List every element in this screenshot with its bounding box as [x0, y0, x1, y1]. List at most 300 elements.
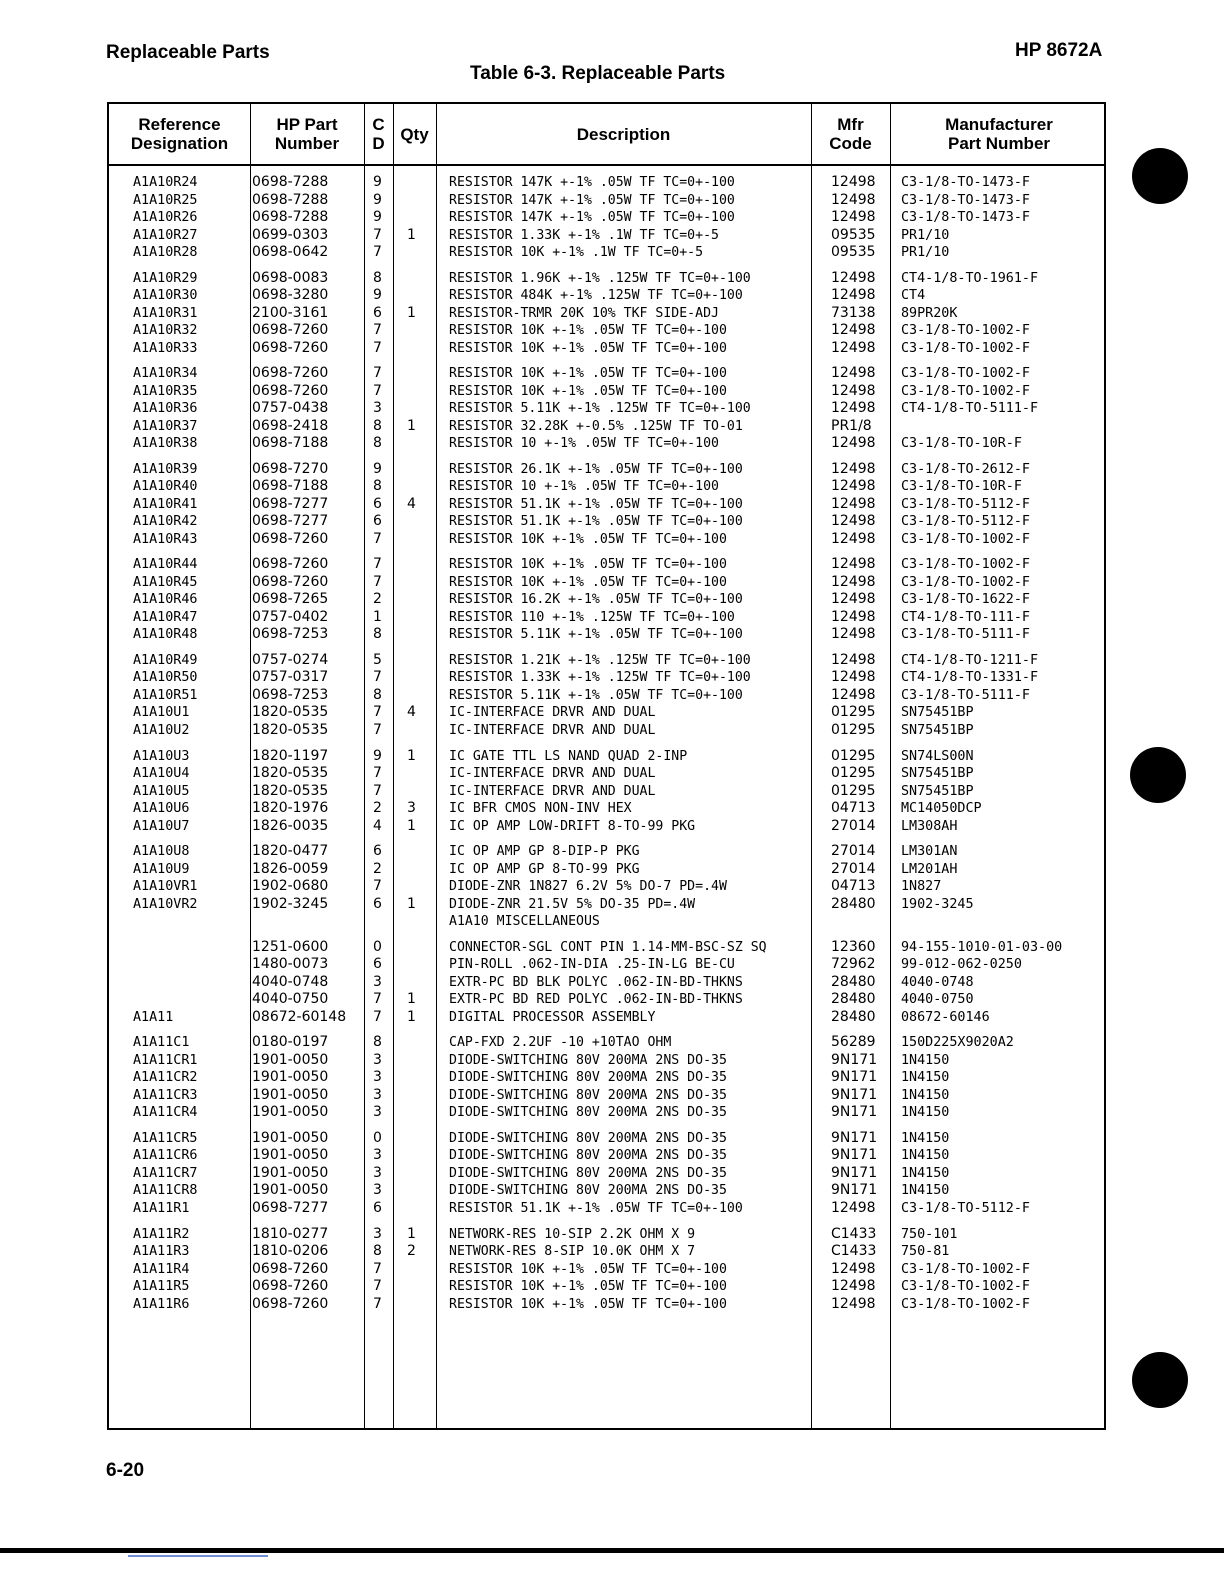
mfr-part-number-cell: 1N4150	[901, 1052, 950, 1068]
reference-designation-cell: A1A10R48	[133, 627, 198, 643]
table-row	[109, 1182, 1108, 1200]
table-row	[109, 652, 1108, 670]
mfr-code-cell: 12498	[831, 573, 876, 590]
description-cell: DIODE-SWITCHING 80V 200MA 2NS DO-35	[449, 1130, 727, 1146]
description-cell: IC-INTERFACE DRVR AND DUAL	[449, 705, 656, 721]
mfr-code-cell: 9N171	[831, 1147, 878, 1164]
hp-part-number-cell: 1820-0477	[252, 843, 329, 860]
table-row	[109, 1165, 1108, 1183]
col-header-qty: Qty	[400, 124, 429, 144]
description-cell: RESISTOR 51.1K +-1% .05W TF TC=0+-100	[449, 496, 743, 512]
table-row	[109, 704, 1108, 722]
reference-designation-cell: A1A10R31	[133, 305, 198, 321]
mfr-part-number-cell: PR1/10	[901, 227, 950, 243]
description-cell: RESISTOR 1.21K +-1% .125W TF TC=0+-100	[449, 652, 751, 668]
table-row	[109, 227, 1108, 245]
hp-part-number-cell: 1820-1197	[252, 747, 329, 764]
table-row	[109, 192, 1108, 210]
mfr-part-number-cell: C3-1/8-TO-5112-F	[901, 1200, 1030, 1216]
col-header-mfr-code: Mfr Code	[829, 115, 872, 153]
qty-cell: 1	[407, 895, 416, 912]
cd-code-cell: 7	[373, 1260, 382, 1277]
description-cell: NETWORK-RES 8-SIP 10.0K OHM X 7	[449, 1244, 696, 1260]
description-cell: RESISTOR 10K +-1% .05W TF TC=0+-100	[449, 1296, 727, 1312]
mfr-part-number-cell: C3-1/8-TO-1002-F	[901, 1296, 1030, 1312]
mfr-part-number-cell: LM301AN	[901, 844, 958, 860]
row-group	[109, 174, 1108, 262]
cd-code-cell: 3	[373, 1069, 382, 1086]
mfr-code-cell: 9N171	[831, 1086, 878, 1103]
mfr-code-cell: 12498	[831, 174, 876, 190]
cd-code-cell: 9	[373, 209, 382, 225]
mfr-part-number-cell: C3-1/8-TO-5112-F	[901, 514, 1030, 530]
table-row	[109, 1278, 1108, 1296]
mfr-part-number-cell: CT4-1/8-TO-1331-F	[901, 670, 1039, 686]
row-group	[109, 1034, 1108, 1122]
mfr-code-cell: 12498	[831, 1278, 876, 1295]
reference-designation-cell: A1A11R1	[133, 1200, 190, 1216]
cd-code-cell: 6	[373, 1199, 382, 1216]
table-title: Table 6-3. Replaceable Parts	[470, 63, 726, 84]
mfr-part-number-cell: SN74LS00N	[901, 748, 974, 764]
reference-designation-cell: A1A10R38	[133, 436, 198, 452]
reference-designation-cell: A1A11R2	[133, 1226, 190, 1242]
hp-part-number-cell: 1901-0050	[252, 1104, 329, 1121]
reference-designation-cell: A1A10U8	[133, 844, 190, 860]
reference-designation-cell: A1A11R3	[133, 1244, 190, 1260]
hp-part-number-cell: 2100-3161	[252, 304, 329, 321]
description-cell: RESISTOR 10K +-1% .05W TF TC=0+-100	[449, 366, 727, 382]
hp-part-number-cell: 1902-3245	[252, 895, 329, 912]
row-group	[109, 270, 1108, 358]
description-cell: RESISTOR 51.1K +-1% .05W TF TC=0+-100	[449, 514, 743, 530]
table-row	[109, 305, 1108, 323]
mfr-code-cell: 12498	[831, 191, 876, 208]
cd-code-cell: 7	[373, 530, 382, 547]
mfr-part-number-cell: C3-1/8-TO-5112-F	[901, 496, 1030, 512]
table-row	[109, 435, 1108, 453]
hp-part-number-cell: 1480-0073	[252, 956, 329, 973]
description-cell: IC BFR CMOS NON-INV HEX	[449, 801, 632, 817]
description-cell: DIODE-SWITCHING 80V 200MA 2NS DO-35	[449, 1148, 727, 1164]
cd-code-cell: 3	[373, 400, 382, 417]
mfr-code-cell: 12498	[831, 460, 876, 477]
table-row	[109, 974, 1108, 992]
mfr-part-number-cell: 1N4150	[901, 1105, 950, 1121]
mfr-part-number-cell: 1N4150	[901, 1070, 950, 1086]
description-cell: EXTR-PC BD BLK POLYC .062-IN-BD-THKNS	[449, 974, 743, 990]
reference-designation-cell: A1A10R35	[133, 383, 198, 399]
hp-part-number-cell: 0698-7188	[252, 478, 329, 495]
mfr-code-cell: 12498	[831, 591, 876, 608]
hp-part-number-cell: 1810-0277	[252, 1225, 329, 1242]
description-cell: RESISTOR 484K +-1% .125W TF TC=0+-100	[449, 288, 743, 304]
reference-designation-cell: A1A11	[133, 1009, 174, 1025]
mfr-code-cell: 28480	[831, 895, 876, 912]
mfr-part-number-cell: 1N4150	[901, 1087, 950, 1103]
mfr-part-number-cell: 1N4150	[901, 1130, 950, 1146]
cd-code-cell: 0	[373, 938, 382, 955]
reference-designation-cell: A1A10R41	[133, 496, 198, 512]
cd-code-cell: 2	[373, 800, 382, 817]
reference-designation-cell: A1A10R42	[133, 514, 198, 530]
page-number: 6-20	[106, 1460, 145, 1481]
mfr-part-number-cell: 750-81	[901, 1244, 950, 1260]
description-cell: DIODE-SWITCHING 80V 200MA 2NS DO-35	[449, 1052, 727, 1068]
col-header-cd: C D	[372, 115, 385, 153]
row-group	[109, 652, 1108, 740]
cd-code-cell: 3	[373, 1182, 382, 1199]
reference-designation-cell: A1A10R36	[133, 401, 198, 417]
row-group	[109, 939, 1108, 1027]
cd-code-cell: 9	[373, 287, 382, 304]
mfr-part-number-cell: C3-1/8-TO-1002-F	[901, 383, 1030, 399]
hp-part-number-cell: 1251-0600	[252, 938, 329, 955]
description-cell: RESISTOR 26.1K +-1% .05W TF TC=0+-100	[449, 461, 743, 477]
cd-code-cell: 7	[373, 1295, 382, 1312]
cd-code-cell: 8	[373, 478, 382, 495]
mfr-code-cell: 9N171	[831, 1129, 878, 1146]
description-cell: DIODE-ZNR 1N827 6.2V 5% DO-7 PD=.4W	[449, 879, 727, 895]
cd-code-cell: 0	[373, 1129, 382, 1146]
hp-part-number-cell: 0698-7260	[252, 365, 329, 382]
reference-designation-cell: A1A10R44	[133, 557, 198, 573]
mfr-code-cell: PR1/8	[831, 417, 872, 434]
mfr-code-cell: 01295	[831, 704, 876, 721]
hp-part-number-cell: 0698-7260	[252, 1295, 329, 1312]
mfr-part-number-cell: LM308AH	[901, 818, 958, 834]
reference-designation-cell: A1A11CR8	[133, 1183, 198, 1199]
hp-part-number-cell: 0699-0303	[252, 226, 329, 243]
qty-cell: 1	[407, 417, 416, 434]
hp-part-number-cell: 1826-0059	[252, 860, 329, 877]
mfr-part-number-cell: CT4-1/8-TO-111-F	[901, 609, 1030, 625]
description-cell: A1A10 MISCELLANEOUS	[449, 914, 600, 930]
mfr-part-number-cell: 1N4150	[901, 1148, 950, 1164]
reference-designation-cell: A1A10VR1	[133, 879, 198, 895]
reference-designation-cell: A1A11C1	[133, 1035, 190, 1051]
description-cell: RESISTOR 51.1K +-1% .05W TF TC=0+-100	[449, 1200, 743, 1216]
mfr-code-cell: 28480	[831, 1008, 876, 1025]
table-row	[109, 1052, 1108, 1070]
cd-code-cell: 6	[373, 304, 382, 321]
hp-part-number-cell: 0698-2418	[252, 417, 329, 434]
table-row	[109, 939, 1108, 957]
qty-cell: 1	[407, 304, 416, 321]
table-row	[109, 765, 1108, 783]
hp-part-number-cell: 1901-0050	[252, 1086, 329, 1103]
hp-part-number-cell: 0698-7253	[252, 686, 329, 703]
cd-code-cell: 3	[373, 1086, 382, 1103]
hp-part-number-cell: 0698-7253	[252, 626, 329, 643]
mfr-part-number-cell: MC14050DCP	[901, 801, 982, 817]
bottom-mark	[128, 1555, 268, 1557]
reference-designation-cell: A1A11CR2	[133, 1070, 198, 1086]
mfr-code-cell: 27014	[831, 843, 876, 860]
table-row	[109, 913, 1108, 931]
description-cell: NETWORK-RES 10-SIP 2.2K OHM X 9	[449, 1226, 696, 1242]
cd-code-cell: 7	[373, 1008, 382, 1025]
description-cell: DIODE-SWITCHING 80V 200MA 2NS DO-35	[449, 1087, 727, 1103]
mfr-part-number-cell: 89PR20K	[901, 305, 958, 321]
description-cell: RESISTOR 10K +-1% .05W TF TC=0+-100	[449, 1261, 727, 1277]
col-header-description: Description	[576, 124, 671, 144]
reference-designation-cell: A1A10R32	[133, 323, 198, 339]
description-cell: EXTR-PC BD RED POLYC .062-IN-BD-THKNS	[449, 992, 743, 1008]
hp-part-number-cell: 0698-7288	[252, 209, 329, 225]
table-row	[109, 800, 1108, 818]
mfr-code-cell: 12498	[831, 478, 876, 495]
mfr-part-number-cell: SN75451BP	[901, 705, 974, 721]
cd-code-cell: 2	[373, 591, 382, 608]
mfr-code-cell: 12498	[831, 400, 876, 417]
cd-code-cell: 3	[373, 1147, 382, 1164]
cd-code-cell: 9	[373, 191, 382, 208]
cd-code-cell: 8	[373, 435, 382, 452]
mfr-code-cell: 12498	[831, 435, 876, 452]
hp-part-number-cell: 0757-0438	[252, 400, 329, 417]
description-cell: RESISTOR 10 +-1% .05W TF TC=0+-100	[449, 436, 719, 452]
hp-part-number-cell: 1901-0050	[252, 1147, 329, 1164]
table-row	[109, 513, 1108, 531]
hp-part-number-cell: 1901-0050	[252, 1182, 329, 1199]
hp-part-number-cell: 0698-7260	[252, 1260, 329, 1277]
hp-part-number-cell: 0698-0642	[252, 244, 329, 260]
reference-designation-cell: A1A10U5	[133, 783, 190, 799]
row-group	[109, 461, 1108, 549]
reference-designation-cell: A1A10R29	[133, 270, 198, 286]
reference-designation-cell: A1A10R50	[133, 670, 198, 686]
table-row	[109, 174, 1108, 192]
qty-cell: 1	[407, 817, 416, 834]
table-body	[109, 174, 1108, 1321]
mfr-part-number-cell: C3-1/8-TO-1002-F	[901, 340, 1030, 356]
qty-cell: 3	[407, 800, 416, 817]
reference-designation-cell: A1A11R6	[133, 1296, 190, 1312]
cd-code-cell: 2	[373, 860, 382, 877]
hp-part-number-cell: 1820-0535	[252, 782, 329, 799]
reference-designation-cell: A1A10R45	[133, 574, 198, 590]
description-cell: IC GATE TTL LS NAND QUAD 2-INP	[449, 748, 688, 764]
hp-part-number-cell: 4040-0748	[252, 973, 329, 990]
hp-part-number-cell: 1902-0680	[252, 878, 329, 895]
reference-designation-cell: A1A10U2	[133, 722, 190, 738]
cd-code-cell: 3	[373, 1051, 382, 1068]
row-group	[109, 1130, 1108, 1218]
cd-code-cell: 7	[373, 704, 382, 721]
table-row	[109, 669, 1108, 687]
table-row	[109, 991, 1108, 1009]
table-row	[109, 1243, 1108, 1261]
mfr-code-cell: 12498	[831, 287, 876, 304]
description-cell: RESISTOR 1.96K +-1% .125W TF TC=0+-100	[449, 270, 751, 286]
cd-code-cell: 3	[373, 1164, 382, 1181]
cd-code-cell: 6	[373, 956, 382, 973]
reference-designation-cell: A1A11CR7	[133, 1165, 198, 1181]
table-row	[109, 244, 1108, 262]
table-row	[109, 783, 1108, 801]
hp-part-number-cell: 0757-0317	[252, 669, 329, 686]
table-row	[109, 383, 1108, 401]
mfr-part-number-cell: C3-1/8-TO-5111-F	[901, 627, 1030, 643]
table-row	[109, 574, 1108, 592]
hp-part-number-cell: 0698-7270	[252, 460, 329, 477]
reference-designation-cell: A1A10R40	[133, 479, 198, 495]
qty-cell: 1	[407, 747, 416, 764]
cd-code-cell: 8	[373, 1034, 382, 1051]
mfr-code-cell: 12498	[831, 513, 876, 530]
reference-designation-cell: A1A10R28	[133, 245, 198, 260]
reference-designation-cell: A1A11CR4	[133, 1105, 198, 1121]
cd-code-cell: 7	[373, 365, 382, 382]
table-row	[109, 531, 1108, 549]
mfr-code-cell: 12498	[831, 382, 876, 399]
description-cell: IC OP AMP GP 8-TO-99 PKG	[449, 861, 640, 877]
table-row	[109, 748, 1108, 766]
cd-code-cell: 3	[373, 1104, 382, 1121]
mfr-part-number-cell: C3-1/8-TO-1473-F	[901, 192, 1030, 208]
mfr-code-cell: 12498	[831, 1199, 876, 1216]
hp-part-number-cell: 0757-0402	[252, 608, 329, 625]
mfr-part-number-cell: SN75451BP	[901, 766, 974, 782]
reference-designation-cell: A1A10R49	[133, 652, 198, 668]
reference-designation-cell: A1A10U7	[133, 818, 190, 834]
mfr-part-number-cell: C3-1/8-TO-5111-F	[901, 687, 1030, 703]
qty-cell: 2	[407, 1243, 416, 1260]
hp-part-number-cell: 0698-7260	[252, 339, 329, 356]
cd-code-cell: 7	[373, 878, 382, 895]
reference-designation-cell: A1A10R46	[133, 592, 198, 608]
hp-part-number-cell: 0698-7260	[252, 382, 329, 399]
mfr-code-cell: 12498	[831, 651, 876, 668]
mfr-part-number-cell: C3-1/8-TO-1473-F	[901, 210, 1030, 225]
mfr-part-number-cell: CT4-1/8-TO-1211-F	[901, 652, 1039, 668]
mfr-code-cell: 12498	[831, 339, 876, 356]
cd-code-cell: 7	[373, 669, 382, 686]
mfr-code-cell: 12498	[831, 495, 876, 512]
description-cell: RESISTOR 10K +-1% .05W TF TC=0+-100	[449, 340, 727, 356]
table-row	[109, 1034, 1108, 1052]
mfr-code-cell: 27014	[831, 860, 876, 877]
mfr-part-number-cell: C3-1/8-TO-1002-F	[901, 1279, 1030, 1295]
hp-part-number-cell: 0698-7260	[252, 322, 329, 339]
table-row	[109, 400, 1108, 418]
mfr-code-cell: 9N171	[831, 1182, 878, 1199]
description-cell: DIODE-SWITCHING 80V 200MA 2NS DO-35	[449, 1165, 727, 1181]
description-cell: RESISTOR 5.11K +-1% .05W TF TC=0+-100	[449, 687, 743, 703]
cd-code-cell: 6	[373, 495, 382, 512]
table-row	[109, 896, 1108, 914]
qty-cell: 1	[407, 226, 416, 243]
reference-designation-cell: A1A10U4	[133, 766, 190, 782]
qty-cell: 1	[407, 1225, 416, 1242]
mfr-part-number-cell: 94-155-1010-01-03-00	[901, 939, 1063, 955]
hp-part-number-cell: 08672-60148	[252, 1008, 347, 1025]
mfr-code-cell: 12498	[831, 626, 876, 643]
table-row	[109, 478, 1108, 496]
table-row	[109, 1130, 1108, 1148]
table-row	[109, 878, 1108, 896]
mfr-code-cell: 12498	[831, 322, 876, 339]
mfr-part-number-cell: 08672-60146	[901, 1009, 990, 1025]
hp-part-number-cell: 0698-7288	[252, 191, 329, 208]
description-cell: DIODE-SWITCHING 80V 200MA 2NS DO-35	[449, 1070, 727, 1086]
mfr-part-number-cell: CT4-1/8-TO-5111-F	[901, 401, 1039, 417]
description-cell: RESISTOR 5.11K +-1% .125W TF TC=0+-100	[449, 401, 751, 417]
reference-designation-cell: A1A10R34	[133, 366, 198, 382]
hp-part-number-cell: 0698-7260	[252, 530, 329, 547]
table-row	[109, 1147, 1108, 1165]
cd-code-cell: 8	[373, 626, 382, 643]
description-cell: IC-INTERFACE DRVR AND DUAL	[449, 766, 656, 782]
mfr-code-cell: 12498	[831, 269, 876, 286]
hp-part-number-cell: 0698-7265	[252, 591, 329, 608]
description-cell: RESISTOR 10K +-1% .05W TF TC=0+-100	[449, 323, 727, 339]
description-cell: RESISTOR 10K +-1% .05W TF TC=0+-100	[449, 383, 727, 399]
cd-code-cell: 1	[373, 608, 382, 625]
mfr-part-number-cell: LM201AH	[901, 861, 958, 877]
table-row	[109, 270, 1108, 288]
cd-code-cell: 7	[373, 339, 382, 356]
mfr-code-cell: 28480	[831, 991, 876, 1008]
hp-part-number-cell: 0698-7260	[252, 556, 329, 573]
mfr-part-number-cell: 4040-0748	[901, 974, 974, 990]
reference-designation-cell: A1A10R27	[133, 227, 198, 243]
table-row	[109, 1226, 1108, 1244]
cd-code-cell: 4	[373, 817, 382, 834]
row-group	[109, 843, 1108, 931]
cd-code-cell: 7	[373, 1278, 382, 1295]
mfr-code-cell: 01295	[831, 765, 876, 782]
mfr-part-number-cell: 750-101	[901, 1226, 958, 1242]
parts-table	[107, 102, 1106, 1430]
mfr-code-cell: 12498	[831, 365, 876, 382]
cd-code-cell: 9	[373, 174, 382, 190]
table-row	[109, 956, 1108, 974]
mfr-part-number-cell: 1N827	[901, 879, 942, 895]
hp-part-number-cell: 1820-0535	[252, 721, 329, 738]
qty-cell: 4	[407, 704, 416, 721]
hp-part-number-cell: 0698-7277	[252, 513, 329, 530]
mfr-part-number-cell: C3-1/8-TO-1473-F	[901, 175, 1030, 190]
qty-cell: 1	[407, 1008, 416, 1025]
mfr-code-cell: 01295	[831, 782, 876, 799]
cd-code-cell: 7	[373, 782, 382, 799]
cd-code-cell: 7	[373, 226, 382, 243]
description-cell: RESISTOR 147K +-1% .05W TF TC=0+-100	[449, 175, 735, 190]
mfr-code-cell: 12498	[831, 669, 876, 686]
mfr-part-number-cell: SN75451BP	[901, 722, 974, 738]
reference-designation-cell: A1A10U3	[133, 748, 190, 764]
table-row	[109, 1087, 1108, 1105]
col-header-mfr-part: Manufacturer Part Number	[945, 115, 1053, 153]
mfr-code-cell: 9N171	[831, 1164, 878, 1181]
mfr-part-number-cell: C3-1/8-TO-10R-F	[901, 479, 1022, 495]
mfr-code-cell: 12498	[831, 556, 876, 573]
description-cell: RESISTOR 1.33K +-1% .1W TF TC=0+-5	[449, 227, 719, 243]
mfr-part-number-cell: C3-1/8-TO-1002-F	[901, 366, 1030, 382]
hp-part-number-cell: 1901-0050	[252, 1164, 329, 1181]
mfr-part-number-cell: 150D225X9020A2	[901, 1035, 1014, 1051]
col-header-reference: Reference Designation	[130, 115, 229, 153]
mfr-code-cell: 12498	[831, 686, 876, 703]
cd-code-cell: 8	[373, 417, 382, 434]
description-cell: RESISTOR 10K +-1% .1W TF TC=0+-5	[449, 245, 704, 260]
description-cell: RESISTOR-TRMR 20K 10% TKF SIDE-ADJ	[449, 305, 719, 321]
mfr-code-cell: 01295	[831, 721, 876, 738]
cd-code-cell: 8	[373, 1243, 382, 1260]
cd-code-cell: 7	[373, 721, 382, 738]
